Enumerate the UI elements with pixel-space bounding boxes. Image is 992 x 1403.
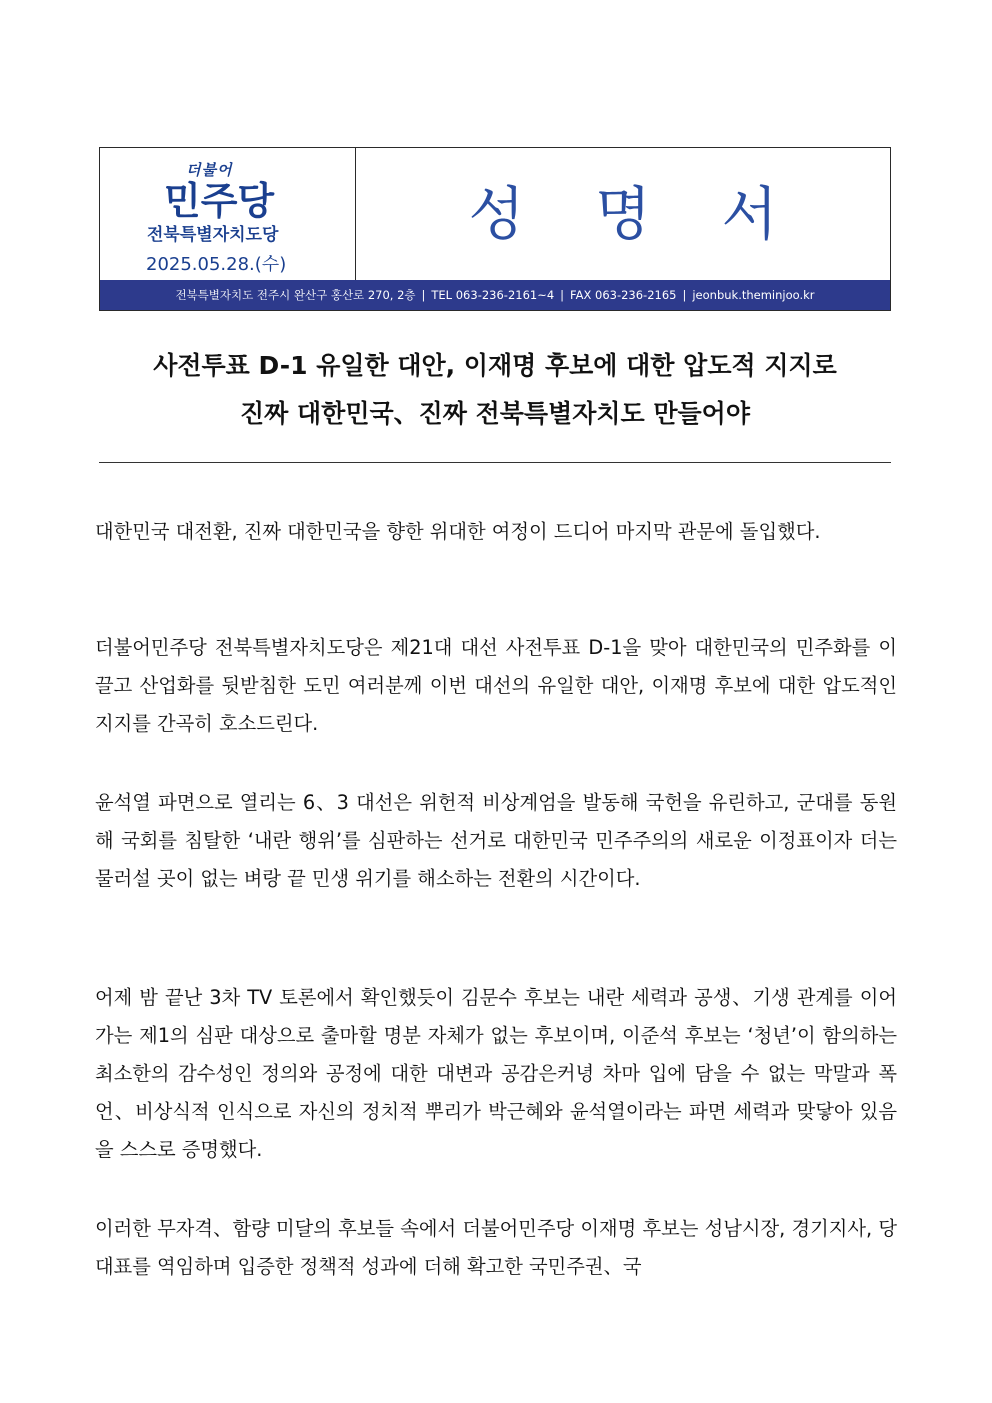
body-paragraph-2: 더불어민주당 전북특별자치도당은 제21대 대선 사전투표 D-1을 맞아 대한민국의 민주화를 이끌고 산업화를 뒷받침한 도민 여러분께 이번 대선의 유일한 대안, 이재명 후보에 대한 압도적인 지지를 간곡히 호소드린다.	[95, 636, 897, 735]
separator: |	[560, 288, 565, 302]
headline-line-1: 사전투표 D-1 유일한 대안, 이재명 후보에 대한 압도적 지지로	[153, 351, 837, 380]
press-release-header	[99, 147, 891, 311]
address-text: 전북특별자치도 전주시 완산구 홍산로 270, 2층	[175, 288, 416, 302]
headline-line-2: 진짜 대한민국、진짜 전북특별자치도 만들어야	[240, 399, 750, 428]
logo-sub-text: 전북특별자치도당	[147, 225, 279, 245]
contact-bar	[100, 280, 890, 310]
logo-main-text: 민주당	[164, 179, 275, 223]
website-text: jeonbuk.theminjoo.kr	[692, 288, 815, 302]
body-paragraph-3: 윤석열 파면으로 열리는 6、3 대선은 위헌적 비상계엄을 발동해 국헌을 유린하고, 군대를 동원해 국회를 침탈한 ‘내란 행위’를 심판하는 선거로 대한민국 민주주의의 새로운 이정표이자 더는 물러설 곳이 없는 벼랑 끝 민생 위기를 해소하는 전환의 시간이다.	[95, 791, 897, 890]
separator: |	[421, 288, 426, 302]
document-type-title: 성 명 서	[468, 180, 804, 248]
body-paragraph-1: 대한민국 대전환, 진짜 대한민국을 향한 위대한 여정이 드디어 마지막 관문에 돌입했다.	[95, 520, 821, 543]
party-logo	[100, 148, 356, 280]
release-date: 2025.05.28.(수)	[146, 254, 287, 275]
body-paragraph-4: 어제 밤 끝난 3차 TV 토론에서 확인했듯이 김문수 후보는 내란 세력과 공생、기생 관계를 이어가는 제1의 심판 대상으로 출마할 명분 자체가 없는 후보이며, 이준석 후보는 ‘청년’이 함의하는 최소한의 감수성인 정의와 공정에 대한 대변과 공감은커녕 차마 입에 담을 수 없는 막말과 폭언、비상식적 인식으로 자신의 정치적 뿌리가 박근혜와 윤석열이라는 파면 세력과 맞닿아 있음을 스스로 증명했다.	[95, 986, 897, 1161]
header-top	[100, 148, 890, 280]
tel-text: TEL 063-236-2161~4	[431, 288, 555, 302]
divider	[99, 462, 891, 463]
body-paragraph-5: 이러한 무자격、함량 미달의 후보들 속에서 더불어민주당 이재명 후보는 성남시장, 경기지사, 당대표를 역임하며 입증한 정책적 성과에 더해 확고한 국민주권、국	[95, 1217, 897, 1278]
separator: |	[682, 288, 687, 302]
fax-text: FAX 063-236-2165	[570, 288, 677, 302]
logo-small-text: 더불어	[186, 161, 233, 179]
